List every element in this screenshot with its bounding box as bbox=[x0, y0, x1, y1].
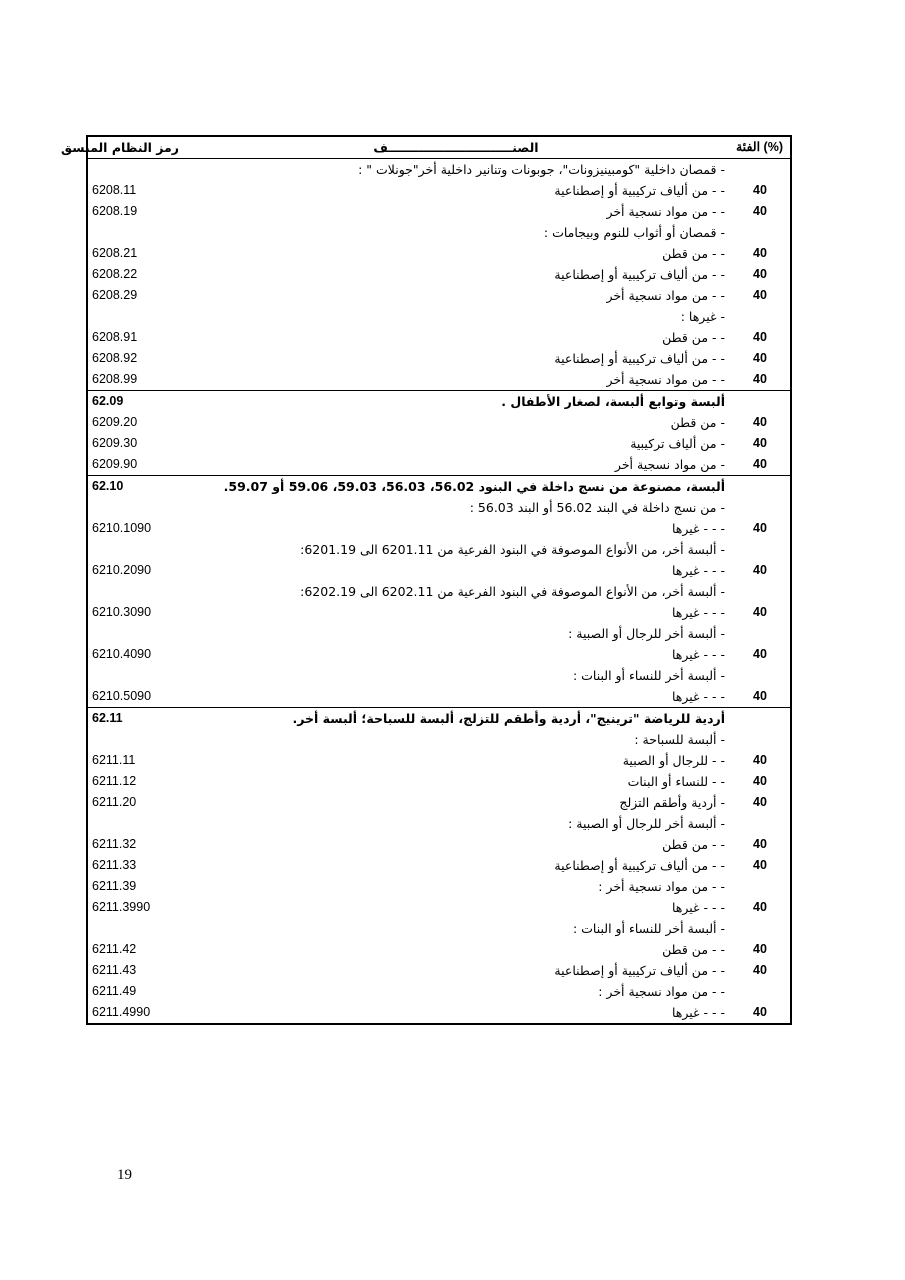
hs-code-cell bbox=[87, 159, 183, 181]
table-row bbox=[87, 581, 791, 602]
hs-code-cell: 6211.11 bbox=[87, 750, 183, 771]
rate-cell: 40 bbox=[729, 686, 791, 708]
rate-cell bbox=[729, 813, 791, 834]
page-number: 19 bbox=[117, 1167, 132, 1183]
rate-cell bbox=[729, 665, 791, 686]
hs-code-cell bbox=[87, 306, 183, 327]
description-cell: - - من ألياف تركيبية أو إصطناعية bbox=[554, 267, 725, 282]
rate-cell bbox=[729, 876, 791, 897]
hs-code-cell: 6208.92 bbox=[87, 348, 183, 369]
hs-code-cell bbox=[87, 729, 183, 750]
description-cell: - ألبسة أخر، من الأنواع الموصوفة في البنود الفرعية من 6202.11 الى 6202.19: bbox=[300, 584, 725, 599]
table-row bbox=[87, 813, 791, 834]
table-row bbox=[87, 771, 791, 792]
rate-cell: 40 bbox=[729, 1002, 791, 1024]
rate-cell bbox=[729, 222, 791, 243]
rate-cell: 40 bbox=[729, 750, 791, 771]
description-cell: - - للرجال أو الصبية bbox=[622, 753, 725, 768]
rate-cell bbox=[729, 539, 791, 560]
hs-code-cell: 6211.12 bbox=[87, 771, 183, 792]
rate-cell: 40 bbox=[729, 792, 791, 813]
hs-code-cell: 6211.42 bbox=[87, 939, 183, 960]
description-cell: - قمصان داخلية "كومبينيزونات"، جوبونات وتنانير داخلية أخر"جونلات " : bbox=[358, 162, 725, 177]
hs-code-cell: 6208.91 bbox=[87, 327, 183, 348]
rate-cell: 40 bbox=[729, 285, 791, 306]
description-cell: - - من مواد نسجية أخر : bbox=[598, 879, 725, 894]
table-row bbox=[87, 939, 791, 960]
description-cell: - - من ألياف تركيبية أو إصطناعية bbox=[554, 858, 725, 873]
hs-code-cell: 62.11 bbox=[87, 708, 183, 730]
table-row bbox=[87, 644, 791, 665]
table-body bbox=[87, 159, 791, 1025]
description-cell: - من نسج داخلة في البند 56.02 أو البند 56.03 : bbox=[469, 500, 725, 515]
table-row bbox=[87, 264, 791, 285]
rate-cell: 40 bbox=[729, 180, 791, 201]
table-row bbox=[87, 454, 791, 476]
hs-code-cell: 62.10 bbox=[87, 476, 183, 498]
rate-cell: 40 bbox=[729, 454, 791, 476]
table-row bbox=[87, 981, 791, 1002]
description-cell: - من مواد نسجية أخر bbox=[183, 454, 729, 476]
hs-code-cell: 6210.3090 bbox=[87, 602, 183, 623]
table-row bbox=[87, 834, 791, 855]
description-cell: - ألبسة للسباحة : bbox=[634, 732, 725, 747]
description-cell: ألبسة، مصنوعة من نسج داخلة في البنود 56.02، 56.03، 59.03، 59.06 أو 59.07. bbox=[183, 476, 729, 498]
rate-cell: 40 bbox=[729, 518, 791, 539]
rate-cell bbox=[729, 729, 791, 750]
hs-code-cell: 6208.29 bbox=[87, 285, 183, 306]
description-cell: - - من مواد نسجية أخر bbox=[606, 288, 725, 303]
hs-code-cell: 6209.30 bbox=[87, 433, 183, 454]
hs-code-cell: 6208.22 bbox=[87, 264, 183, 285]
rate-cell bbox=[729, 391, 791, 413]
hs-code-cell: 6208.21 bbox=[87, 243, 183, 264]
description-cell: - - من قطن bbox=[662, 330, 725, 345]
table-row bbox=[87, 1002, 791, 1024]
hs-code-cell bbox=[87, 581, 183, 602]
description-cell: - ألبسة أخر للنساء أو البنات : bbox=[572, 668, 725, 683]
hs-code-cell: 6210.2090 bbox=[87, 560, 183, 581]
hs-code-cell: 6211.4990 bbox=[87, 1002, 183, 1024]
description-cell: - - - غيرها bbox=[671, 521, 725, 536]
hs-code-cell: 6211.49 bbox=[87, 981, 183, 1002]
description-cell: - غيرها : bbox=[680, 309, 725, 324]
table-header-row bbox=[87, 136, 791, 159]
rate-cell: 40 bbox=[729, 327, 791, 348]
rate-cell bbox=[729, 918, 791, 939]
hs-code-cell: 62.09 bbox=[87, 391, 183, 413]
rate-cell: 40 bbox=[729, 433, 791, 454]
hs-code-cell bbox=[87, 813, 183, 834]
hs-code-cell: 6209.20 bbox=[87, 412, 183, 433]
hs-code-cell: 6210.1090 bbox=[87, 518, 183, 539]
table-row bbox=[87, 433, 791, 454]
table-row bbox=[87, 201, 791, 222]
hs-code-cell: 6211.43 bbox=[87, 960, 183, 981]
rate-cell: 40 bbox=[729, 602, 791, 623]
table-row bbox=[87, 665, 791, 686]
hs-code-cell: 6209.90 bbox=[87, 454, 183, 476]
description-cell: - - - غيرها bbox=[671, 647, 725, 662]
hs-code-cell bbox=[87, 539, 183, 560]
rate-cell: 40 bbox=[729, 243, 791, 264]
description-cell: - ألبسة أخر للرجال أو الصبية : bbox=[568, 626, 725, 641]
hs-code-cell: 6208.99 bbox=[87, 369, 183, 391]
description-cell: - - من قطن bbox=[662, 246, 725, 261]
table-row bbox=[87, 897, 791, 918]
hs-code-cell: 6210.5090 bbox=[87, 686, 183, 708]
rate-cell: 40 bbox=[729, 939, 791, 960]
hs-code-cell: 6211.3990 bbox=[87, 897, 183, 918]
table-row bbox=[87, 792, 791, 813]
rate-cell: 40 bbox=[729, 348, 791, 369]
description-cell: - - من قطن bbox=[662, 837, 725, 852]
hs-code-cell: 6211.20 bbox=[87, 792, 183, 813]
rate-cell: 40 bbox=[729, 560, 791, 581]
table-row bbox=[87, 686, 791, 708]
rate-cell: 40 bbox=[729, 201, 791, 222]
table-row bbox=[87, 285, 791, 306]
heading-row bbox=[87, 476, 791, 498]
rate-cell bbox=[729, 708, 791, 730]
hs-code-cell: 6208.11 bbox=[87, 180, 183, 201]
table-row bbox=[87, 855, 791, 876]
description-cell: - - - غيرها bbox=[671, 900, 725, 915]
rate-cell bbox=[729, 306, 791, 327]
tariff-table bbox=[61, 135, 792, 1025]
description-cell: - - للنساء أو البنات bbox=[627, 774, 725, 789]
table-row bbox=[87, 159, 791, 181]
table-row bbox=[87, 243, 791, 264]
table-row bbox=[87, 960, 791, 981]
table-row bbox=[87, 560, 791, 581]
hs-code-cell: 6208.19 bbox=[87, 201, 183, 222]
table-row bbox=[87, 348, 791, 369]
table-row bbox=[87, 180, 791, 201]
hs-code-cell bbox=[87, 918, 183, 939]
description-cell: ألبسة وتوابع ألبسة، لصغار الأطفال . bbox=[183, 391, 729, 413]
rate-cell bbox=[729, 159, 791, 181]
hs-code-cell: 6211.39 bbox=[87, 876, 183, 897]
table-row bbox=[87, 876, 791, 897]
description-cell: - - من ألياف تركيبية أو إصطناعية bbox=[554, 351, 725, 366]
hs-code-cell bbox=[87, 497, 183, 518]
table-row bbox=[87, 412, 791, 433]
header-rate: الفئة (%) bbox=[729, 136, 791, 159]
rate-cell: 40 bbox=[729, 412, 791, 433]
table-row bbox=[87, 602, 791, 623]
table-row bbox=[87, 750, 791, 771]
description-cell: - - من مواد نسجية أخر bbox=[183, 369, 729, 391]
hs-code-cell: 6211.33 bbox=[87, 855, 183, 876]
hs-code-cell bbox=[87, 222, 183, 243]
rate-cell bbox=[729, 476, 791, 498]
table-row bbox=[87, 222, 791, 243]
description-cell: - قمصان أو أثواب للنوم وبيجامات : bbox=[543, 225, 725, 240]
description-cell: - - من مواد نسجية أخر : bbox=[598, 984, 725, 999]
description-cell: - - - غيرها bbox=[671, 563, 725, 578]
hs-code-cell: 6211.32 bbox=[87, 834, 183, 855]
rate-cell: 40 bbox=[729, 897, 791, 918]
description-cell: - من قطن bbox=[670, 415, 725, 430]
description-cell: - ألبسة أخر للنساء أو البنات : bbox=[572, 921, 725, 936]
description-cell: - - من مواد نسجية أخر bbox=[606, 204, 725, 219]
description-cell: - - - غيرها bbox=[671, 605, 725, 620]
table-row bbox=[87, 306, 791, 327]
table-row bbox=[87, 327, 791, 348]
description-cell: - ألبسة أخر، من الأنواع الموصوفة في البنود الفرعية من 6201.11 الى 6201.19: bbox=[300, 542, 725, 557]
hs-code-cell: 6210.4090 bbox=[87, 644, 183, 665]
table-row bbox=[87, 369, 791, 391]
rate-cell: 40 bbox=[729, 264, 791, 285]
rate-cell: 40 bbox=[729, 771, 791, 792]
header-description: الصنـــــــــــــــــــــــــــــف bbox=[183, 136, 729, 159]
table-row bbox=[87, 497, 791, 518]
description-cell: - ألبسة أخر للرجال أو الصبية : bbox=[568, 816, 725, 831]
description-cell: - - من ألياف تركيبية أو إصطناعية bbox=[554, 183, 725, 198]
description-cell: - أردية وأطقم التزلج bbox=[619, 795, 725, 810]
rate-cell bbox=[729, 581, 791, 602]
rate-cell: 40 bbox=[729, 855, 791, 876]
rate-cell: 40 bbox=[729, 644, 791, 665]
description-cell: - - من ألياف تركيبية أو إصطناعية bbox=[554, 963, 725, 978]
rate-cell: 40 bbox=[729, 960, 791, 981]
hs-code-cell bbox=[87, 623, 183, 644]
description-cell: - - - غيرها bbox=[671, 1005, 725, 1020]
heading-row bbox=[87, 391, 791, 413]
description-cell: - - من قطن bbox=[662, 942, 725, 957]
description-cell: - من ألياف تركيبية bbox=[630, 436, 725, 451]
heading-row bbox=[87, 708, 791, 730]
table-row bbox=[87, 918, 791, 939]
rate-cell: 40 bbox=[729, 369, 791, 391]
rate-cell bbox=[729, 497, 791, 518]
rate-cell bbox=[729, 981, 791, 1002]
table-row bbox=[87, 729, 791, 750]
table-row bbox=[87, 623, 791, 644]
description-cell: - - - غيرها bbox=[183, 686, 729, 708]
header-hs-code: رمز النظام المنسق bbox=[87, 136, 183, 159]
description-cell: أردية للرياضة "ترينيج"، أردية وأطقم للتزلج، ألبسة للسباحة؛ ألبسة أخر. bbox=[183, 708, 729, 730]
table-row bbox=[87, 518, 791, 539]
rate-cell bbox=[729, 623, 791, 644]
table-row bbox=[87, 539, 791, 560]
hs-code-cell bbox=[87, 665, 183, 686]
rate-cell: 40 bbox=[729, 834, 791, 855]
